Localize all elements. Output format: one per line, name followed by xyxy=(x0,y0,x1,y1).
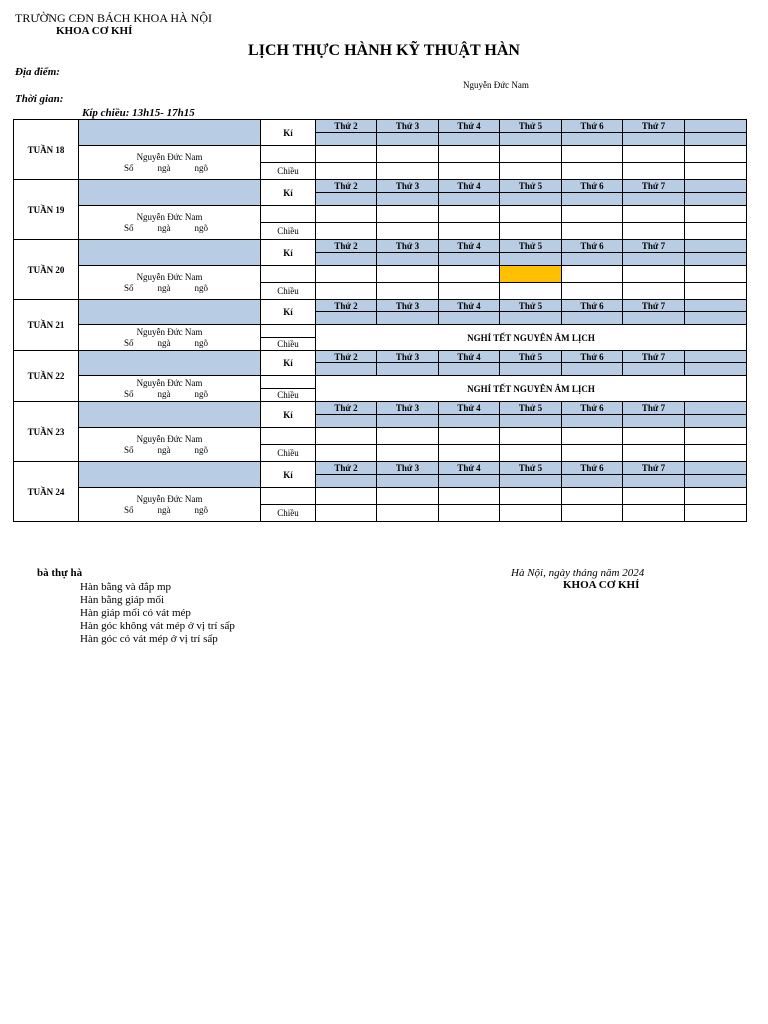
teacher-info xyxy=(79,325,261,351)
holiday-note: NGHỈ TẾT NGUYÊN ÂM LỊCH xyxy=(316,325,747,351)
day-header: Thứ 6 xyxy=(562,351,623,363)
subject-item: Hàn góc có vát mép ở vị trí sấp xyxy=(80,633,218,645)
schedule-cell xyxy=(439,488,500,505)
day-sub-cell xyxy=(500,133,562,146)
day-sub-cell xyxy=(500,363,562,376)
day-sub-cell xyxy=(439,133,500,146)
schedule-cell xyxy=(377,445,439,462)
schedule-cell xyxy=(377,163,439,180)
schedule-cell xyxy=(623,445,685,462)
schedule-cell xyxy=(562,428,623,445)
schedule-cell xyxy=(685,146,747,163)
day-sub-cell xyxy=(500,253,562,266)
day-header: Thứ 2 xyxy=(316,240,377,253)
day-header: Thứ 7 xyxy=(623,240,685,253)
phone-word: Số xyxy=(124,222,134,233)
schedule-cell xyxy=(500,445,562,462)
week-header-blank xyxy=(79,180,261,206)
day-sub-cell xyxy=(439,363,500,376)
chieu-label: Chiều xyxy=(261,389,316,402)
phone-word: Số xyxy=(124,388,134,399)
day-sub-cell xyxy=(377,475,439,488)
blank-cell xyxy=(261,146,316,163)
day-sub-cell xyxy=(685,312,747,325)
teacher-info-phone xyxy=(79,445,260,456)
teacher-info-name: Nguyễn Đức Nam xyxy=(136,326,203,337)
day-header-blank xyxy=(685,240,747,253)
day-sub-cell xyxy=(685,193,747,206)
day-sub-cell xyxy=(623,475,685,488)
day-header: Thứ 6 xyxy=(562,240,623,253)
blank-cell xyxy=(261,376,316,389)
day-header: Thứ 5 xyxy=(500,300,562,312)
day-header: Thứ 4 xyxy=(439,240,500,253)
subjects-title: bà thự hà xyxy=(37,567,83,579)
day-header-blank xyxy=(685,351,747,363)
teacher-info xyxy=(79,266,261,300)
schedule-cell xyxy=(500,428,562,445)
blank-cell xyxy=(261,206,316,223)
day-sub-cell xyxy=(562,312,623,325)
ki-label: Kí xyxy=(261,462,316,488)
phone-word: ngà xyxy=(157,504,171,515)
schedule-cell xyxy=(439,223,500,240)
teacher-info xyxy=(79,206,261,240)
phone-word: ngà xyxy=(157,337,171,348)
day-header: Thứ 5 xyxy=(500,120,562,133)
schedule-cell xyxy=(562,505,623,522)
blank-cell xyxy=(261,266,316,283)
teacher-name: Nguyễn Đức Nam xyxy=(463,80,529,90)
schedule-cell xyxy=(623,266,685,283)
teacher-info-phone xyxy=(79,389,260,400)
schedule-cell xyxy=(685,445,747,462)
day-header: Thứ 6 xyxy=(562,300,623,312)
chieu-label: Chiều xyxy=(261,338,316,351)
day-header: Thứ 5 xyxy=(500,240,562,253)
day-sub-cell xyxy=(377,133,439,146)
day-sub-cell xyxy=(500,312,562,325)
schedule-cell xyxy=(439,428,500,445)
day-sub-cell xyxy=(500,193,562,206)
week-label: TUẦN 24 xyxy=(14,462,79,522)
phone-word: ngõ xyxy=(194,444,208,455)
day-sub-cell xyxy=(439,475,500,488)
day-header: Thứ 6 xyxy=(562,120,623,133)
schedule-cell xyxy=(685,283,747,300)
schedule-cell xyxy=(316,146,377,163)
page-title: LỊCH THỰC HÀNH KỸ THUẬT HÀN xyxy=(248,42,520,59)
schedule-cell xyxy=(439,146,500,163)
day-header: Thứ 2 xyxy=(316,462,377,475)
day-sub-cell xyxy=(439,253,500,266)
schedule-cell xyxy=(500,283,562,300)
day-sub-cell xyxy=(623,193,685,206)
day-sub-cell xyxy=(500,475,562,488)
week-label: TUẦN 20 xyxy=(14,240,79,300)
schedule-cell xyxy=(500,505,562,522)
day-header: Thứ 7 xyxy=(623,402,685,415)
day-sub-cell xyxy=(316,193,377,206)
schedule-cell xyxy=(439,266,500,283)
day-header: Thứ 3 xyxy=(377,300,439,312)
phone-word: Số xyxy=(124,162,134,173)
blank-cell xyxy=(261,325,316,338)
day-sub-cell xyxy=(377,253,439,266)
day-header-blank xyxy=(685,462,747,475)
ki-label: Kí xyxy=(261,351,316,376)
day-sub-cell xyxy=(623,312,685,325)
day-header: Thứ 3 xyxy=(377,462,439,475)
day-sub-cell xyxy=(562,415,623,428)
teacher-info-phone xyxy=(79,505,260,516)
schedule-cell xyxy=(377,146,439,163)
day-sub-cell xyxy=(316,312,377,325)
schedule-cell xyxy=(623,206,685,223)
signature-label: KHOA CƠ KHÍ xyxy=(563,579,640,591)
day-header-blank xyxy=(685,402,747,415)
schedule-cell xyxy=(377,223,439,240)
time-label: Thời gian: xyxy=(15,93,64,105)
phone-word: ngõ xyxy=(194,504,208,515)
schedule-cell xyxy=(562,146,623,163)
schedule-cell xyxy=(685,266,747,283)
day-header-blank xyxy=(685,300,747,312)
school-name: TRƯỜNG CĐN BÁCH KHOA HÀ NỘI xyxy=(15,11,212,25)
schedule-cell xyxy=(439,505,500,522)
ki-label: Kí xyxy=(261,120,316,146)
schedule-cell xyxy=(439,206,500,223)
schedule-cell xyxy=(562,488,623,505)
phone-word: ngõ xyxy=(194,162,208,173)
schedule-cell xyxy=(377,283,439,300)
schedule-cell xyxy=(685,488,747,505)
day-sub-cell xyxy=(316,253,377,266)
day-sub-cell xyxy=(562,253,623,266)
schedule-cell xyxy=(377,206,439,223)
phone-word: Số xyxy=(124,337,134,348)
week-header-blank xyxy=(79,462,261,488)
chieu-label: Chiều xyxy=(261,283,316,300)
day-header: Thứ 4 xyxy=(439,402,500,415)
day-header: Thứ 4 xyxy=(439,180,500,193)
day-header: Thứ 6 xyxy=(562,180,623,193)
day-header: Thứ 6 xyxy=(562,402,623,415)
week-header-blank xyxy=(79,240,261,266)
phone-word: ngõ xyxy=(194,282,208,293)
schedule-cell xyxy=(500,146,562,163)
phone-word: ngà xyxy=(157,222,171,233)
teacher-info-name: Nguyễn Đức Nam xyxy=(136,433,203,444)
schedule-table xyxy=(13,119,747,522)
day-sub-cell xyxy=(623,133,685,146)
schedule-cell xyxy=(562,266,623,283)
chieu-label: Chiều xyxy=(261,505,316,522)
day-header: Thứ 3 xyxy=(377,351,439,363)
schedule-cell xyxy=(316,445,377,462)
day-header: Thứ 5 xyxy=(500,351,562,363)
schedule-cell xyxy=(685,163,747,180)
ki-label: Kí xyxy=(261,402,316,428)
phone-word: ngà xyxy=(157,388,171,399)
teacher-info xyxy=(79,376,261,402)
schedule-cell xyxy=(623,146,685,163)
teacher-info-name: Nguyễn Đức Nam xyxy=(136,493,203,504)
schedule-cell xyxy=(685,428,747,445)
schedule-cell xyxy=(562,445,623,462)
day-header: Thứ 5 xyxy=(500,402,562,415)
schedule-cell xyxy=(500,163,562,180)
schedule-cell xyxy=(562,163,623,180)
ki-label: Kí xyxy=(261,240,316,266)
day-header-blank xyxy=(685,120,747,133)
teacher-info-name: Nguyễn Đức Nam xyxy=(136,377,203,388)
phone-word: ngà xyxy=(157,444,171,455)
day-sub-cell xyxy=(562,133,623,146)
schedule-cell xyxy=(316,428,377,445)
schedule-cell xyxy=(316,206,377,223)
day-sub-cell xyxy=(377,363,439,376)
schedule-cell xyxy=(500,223,562,240)
schedule-cell xyxy=(316,488,377,505)
day-sub-cell xyxy=(685,363,747,376)
day-header: Thứ 7 xyxy=(623,180,685,193)
chieu-label: Chiều xyxy=(261,223,316,240)
day-header: Thứ 2 xyxy=(316,120,377,133)
schedule-cell xyxy=(316,163,377,180)
day-header: Thứ 3 xyxy=(377,240,439,253)
day-header: Thứ 4 xyxy=(439,300,500,312)
day-sub-cell xyxy=(439,415,500,428)
day-header: Thứ 5 xyxy=(500,462,562,475)
schedule-cell xyxy=(439,445,500,462)
phone-word: ngà xyxy=(157,282,171,293)
day-header: Thứ 6 xyxy=(562,462,623,475)
teacher-info xyxy=(79,146,261,180)
teacher-info-phone xyxy=(79,338,260,349)
day-sub-cell xyxy=(685,253,747,266)
day-header: Thứ 3 xyxy=(377,120,439,133)
ki-label: Kí xyxy=(261,180,316,206)
day-header: Thứ 3 xyxy=(377,402,439,415)
subject-item: Hàn giáp mối có vát mép xyxy=(80,607,191,619)
day-sub-cell xyxy=(377,312,439,325)
day-header: Thứ 3 xyxy=(377,180,439,193)
phone-word: Số xyxy=(124,282,134,293)
subject-item: Hàn góc không vát mép ở vị trí sấp xyxy=(80,620,235,632)
subject-item: Hàn bằng và đắp mp xyxy=(80,581,172,593)
day-sub-cell xyxy=(439,312,500,325)
schedule-cell xyxy=(623,428,685,445)
week-header-blank xyxy=(79,351,261,376)
highlighted-cell xyxy=(500,266,562,283)
schedule-cell xyxy=(685,223,747,240)
ki-label: Kí xyxy=(261,300,316,325)
day-header: Thứ 4 xyxy=(439,462,500,475)
day-sub-cell xyxy=(685,415,747,428)
day-sub-cell xyxy=(316,363,377,376)
week-label: TUẦN 21 xyxy=(14,300,79,351)
phone-word: ngõ xyxy=(194,388,208,399)
day-sub-cell xyxy=(316,133,377,146)
schedule-cell xyxy=(623,488,685,505)
day-sub-cell xyxy=(623,363,685,376)
day-sub-cell xyxy=(316,475,377,488)
schedule-cell xyxy=(377,488,439,505)
schedule-cell xyxy=(316,283,377,300)
phone-word: ngà xyxy=(157,162,171,173)
week-header-blank xyxy=(79,300,261,325)
schedule-cell xyxy=(316,266,377,283)
date-line: Hà Nội, ngày tháng năm 2024 xyxy=(511,567,645,579)
week-label: TUẦN 22 xyxy=(14,351,79,402)
chieu-label: Chiều xyxy=(261,163,316,180)
blank-cell xyxy=(261,488,316,505)
day-header: Thứ 5 xyxy=(500,180,562,193)
schedule-cell xyxy=(623,163,685,180)
week-label: TUẦN 23 xyxy=(14,402,79,462)
day-sub-cell xyxy=(623,415,685,428)
blank-cell xyxy=(261,428,316,445)
teacher-info-name: Nguyễn Đức Nam xyxy=(136,271,203,282)
teacher-info-phone xyxy=(79,283,260,294)
schedule-cell xyxy=(439,163,500,180)
day-sub-cell xyxy=(500,415,562,428)
week-header-blank xyxy=(79,402,261,428)
schedule-cell xyxy=(562,206,623,223)
faculty-name: KHOA CƠ KHÍ xyxy=(56,25,133,37)
day-header: Thứ 2 xyxy=(316,351,377,363)
day-sub-cell xyxy=(562,475,623,488)
day-sub-cell xyxy=(377,415,439,428)
schedule-cell xyxy=(685,206,747,223)
phone-word: ngõ xyxy=(194,337,208,348)
place-label: Địa điểm: xyxy=(15,66,60,78)
day-sub-cell xyxy=(439,193,500,206)
schedule-cell xyxy=(685,505,747,522)
schedule-cell xyxy=(623,223,685,240)
day-sub-cell xyxy=(562,193,623,206)
day-sub-cell xyxy=(316,415,377,428)
schedule-cell xyxy=(562,223,623,240)
teacher-info-name: Nguyễn Đức Nam xyxy=(136,151,203,162)
teacher-info-phone xyxy=(79,163,260,174)
day-header: Thứ 4 xyxy=(439,120,500,133)
schedule-cell xyxy=(439,283,500,300)
day-header: Thứ 7 xyxy=(623,300,685,312)
day-sub-cell xyxy=(377,193,439,206)
day-header: Thứ 7 xyxy=(623,120,685,133)
schedule-cell xyxy=(377,266,439,283)
day-header: Thứ 7 xyxy=(623,351,685,363)
shift-label: Kíp chiều: 13h15- 17h15 xyxy=(82,107,195,119)
day-sub-cell xyxy=(685,133,747,146)
week-label: TUẦN 18 xyxy=(14,120,79,180)
schedule-cell xyxy=(562,283,623,300)
day-header-blank xyxy=(685,180,747,193)
teacher-info xyxy=(79,488,261,522)
teacher-info-phone xyxy=(79,223,260,234)
day-header: Thứ 2 xyxy=(316,402,377,415)
phone-word: Số xyxy=(124,444,134,455)
schedule-cell xyxy=(377,505,439,522)
day-sub-cell xyxy=(623,253,685,266)
schedule-cell xyxy=(500,206,562,223)
teacher-info-name: Nguyễn Đức Nam xyxy=(136,211,203,222)
day-header: Thứ 4 xyxy=(439,351,500,363)
chieu-label: Chiều xyxy=(261,445,316,462)
subjects-list xyxy=(80,581,235,646)
week-header-blank xyxy=(79,120,261,146)
schedule-cell xyxy=(623,283,685,300)
schedule-cell xyxy=(623,505,685,522)
day-header: Thứ 2 xyxy=(316,300,377,312)
phone-word: ngõ xyxy=(194,222,208,233)
week-label: TUẦN 19 xyxy=(14,180,79,240)
holiday-note: NGHỈ TẾT NGUYÊN ÂM LỊCH xyxy=(316,376,747,402)
schedule-cell xyxy=(316,223,377,240)
day-header: Thứ 2 xyxy=(316,180,377,193)
day-sub-cell xyxy=(685,475,747,488)
schedule-cell xyxy=(377,428,439,445)
phone-word: Số xyxy=(124,504,134,515)
day-header: Thứ 7 xyxy=(623,462,685,475)
teacher-info xyxy=(79,428,261,462)
day-sub-cell xyxy=(562,363,623,376)
schedule-cell xyxy=(500,488,562,505)
schedule-cell xyxy=(316,505,377,522)
subject-item: Hàn bằng giáp mối xyxy=(80,594,165,606)
